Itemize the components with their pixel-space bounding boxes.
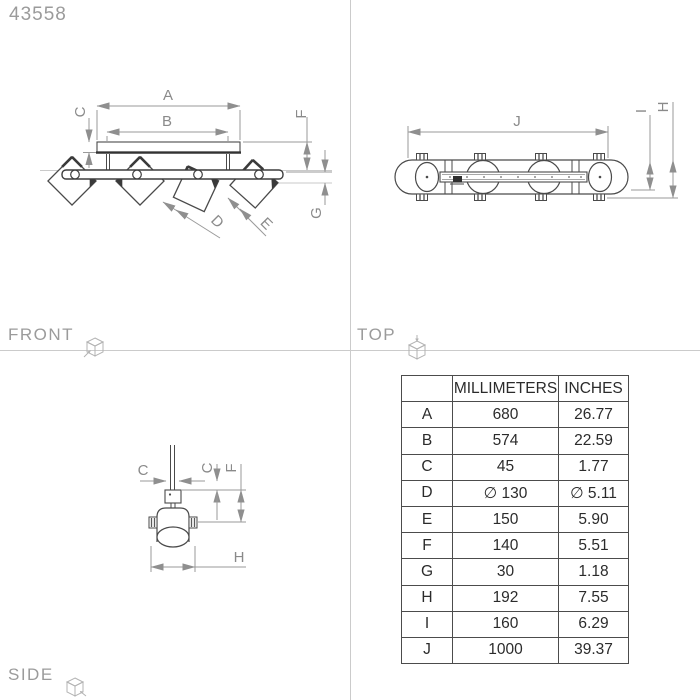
- pivot-1: [71, 170, 80, 179]
- table-row: [402, 533, 629, 559]
- row-inches: ∅ 5.11: [559, 480, 629, 506]
- end-spot-left: [416, 163, 439, 192]
- top-view-label: [357, 325, 405, 345]
- row-mm: 680: [453, 402, 559, 428]
- row-key: C: [402, 454, 453, 480]
- front-view-name: FRONT: [8, 325, 75, 344]
- row-key: A: [402, 402, 453, 428]
- table-row: [402, 559, 629, 585]
- table-row: [402, 506, 629, 532]
- row-inches: 1.18: [559, 559, 629, 585]
- row-key: D: [402, 480, 453, 506]
- lamp-head: [157, 508, 189, 547]
- pivot-2: [133, 170, 142, 179]
- row-inches: 26.77: [559, 402, 629, 428]
- dimension-G: [286, 150, 332, 205]
- dim-label-E: E: [256, 214, 276, 234]
- row-key: J: [402, 637, 453, 663]
- row-mm: 45: [453, 454, 559, 480]
- spot-head-4: [230, 160, 278, 208]
- row-mm: 160: [453, 611, 559, 637]
- table-row: [402, 428, 629, 454]
- row-mm: 30: [453, 559, 559, 585]
- dim-label-A: A: [162, 87, 174, 104]
- row-mm: ∅ 130: [453, 480, 559, 506]
- row-mm: 150: [453, 506, 559, 532]
- row-inches: 7.55: [559, 585, 629, 611]
- dim-label-F2: F: [223, 463, 240, 473]
- table-row: [402, 480, 629, 506]
- side-view-name: SIDE: [8, 665, 54, 684]
- dimensions-table: [401, 375, 629, 664]
- pivot-3: [194, 170, 203, 179]
- dimension-E: [228, 198, 266, 236]
- dim-label-J: J: [513, 113, 521, 130]
- product-code: 43558: [9, 4, 67, 25]
- side-view-label: [8, 665, 63, 685]
- row-mm: 140: [453, 533, 559, 559]
- dim-label-H: H: [655, 101, 672, 113]
- ceiling-canopy: [96, 142, 241, 170]
- row-mm: 192: [453, 585, 559, 611]
- row-inches: 6.29: [559, 611, 629, 637]
- top-view-drawing: [350, 0, 700, 350]
- header-millimeters: MILLIMETERS: [453, 376, 559, 402]
- dim-label-C: C: [72, 106, 89, 118]
- pivot-4: [255, 170, 264, 179]
- dimension-H: [607, 102, 678, 198]
- track-bar: [62, 170, 283, 179]
- row-key: H: [402, 585, 453, 611]
- dimension-J: [408, 126, 608, 158]
- row-key: G: [402, 559, 453, 585]
- side-view-drawing: [0, 350, 350, 700]
- table-row: [402, 585, 629, 611]
- table-row: [402, 402, 629, 428]
- pivot-joint: [165, 490, 181, 503]
- header-inches: INCHES: [559, 376, 629, 402]
- dim-label-I: I: [633, 108, 650, 114]
- end-spot-right: [589, 163, 612, 192]
- table-row: [402, 637, 629, 663]
- row-key: E: [402, 506, 453, 532]
- row-key: B: [402, 428, 453, 454]
- table-row: [402, 454, 629, 480]
- top-view-name: TOP: [357, 325, 397, 344]
- row-key: I: [402, 611, 453, 637]
- dim-label-G: G: [308, 207, 325, 219]
- front-view-label: [8, 325, 83, 345]
- dimension-I: [631, 115, 655, 190]
- row-inches: 22.59: [559, 428, 629, 454]
- row-inches: 5.90: [559, 506, 629, 532]
- row-key: F: [402, 533, 453, 559]
- front-view-drawing: [0, 0, 350, 350]
- dim-label-D: D: [207, 211, 228, 232]
- row-mm: 574: [453, 428, 559, 454]
- dim-label-H2: H: [233, 549, 245, 566]
- connector-box: [453, 176, 462, 183]
- spot-head-2: [116, 157, 164, 205]
- row-mm: 1000: [453, 637, 559, 663]
- dim-label-F: F: [293, 109, 310, 119]
- dim-label-C3: C: [199, 462, 216, 474]
- dim-label-B: B: [161, 113, 173, 130]
- dimension-C: [83, 118, 96, 168]
- dimension-H-side: [151, 546, 246, 572]
- track-top: [440, 172, 587, 184]
- table-header-row: [402, 376, 629, 402]
- table-row: [402, 611, 629, 637]
- row-inches: 5.51: [559, 533, 629, 559]
- dim-label-C2: C: [137, 462, 149, 479]
- header-empty: [402, 376, 453, 402]
- row-inches: 1.77: [559, 454, 629, 480]
- dimension-B: [107, 132, 228, 141]
- row-inches: 39.37: [559, 637, 629, 663]
